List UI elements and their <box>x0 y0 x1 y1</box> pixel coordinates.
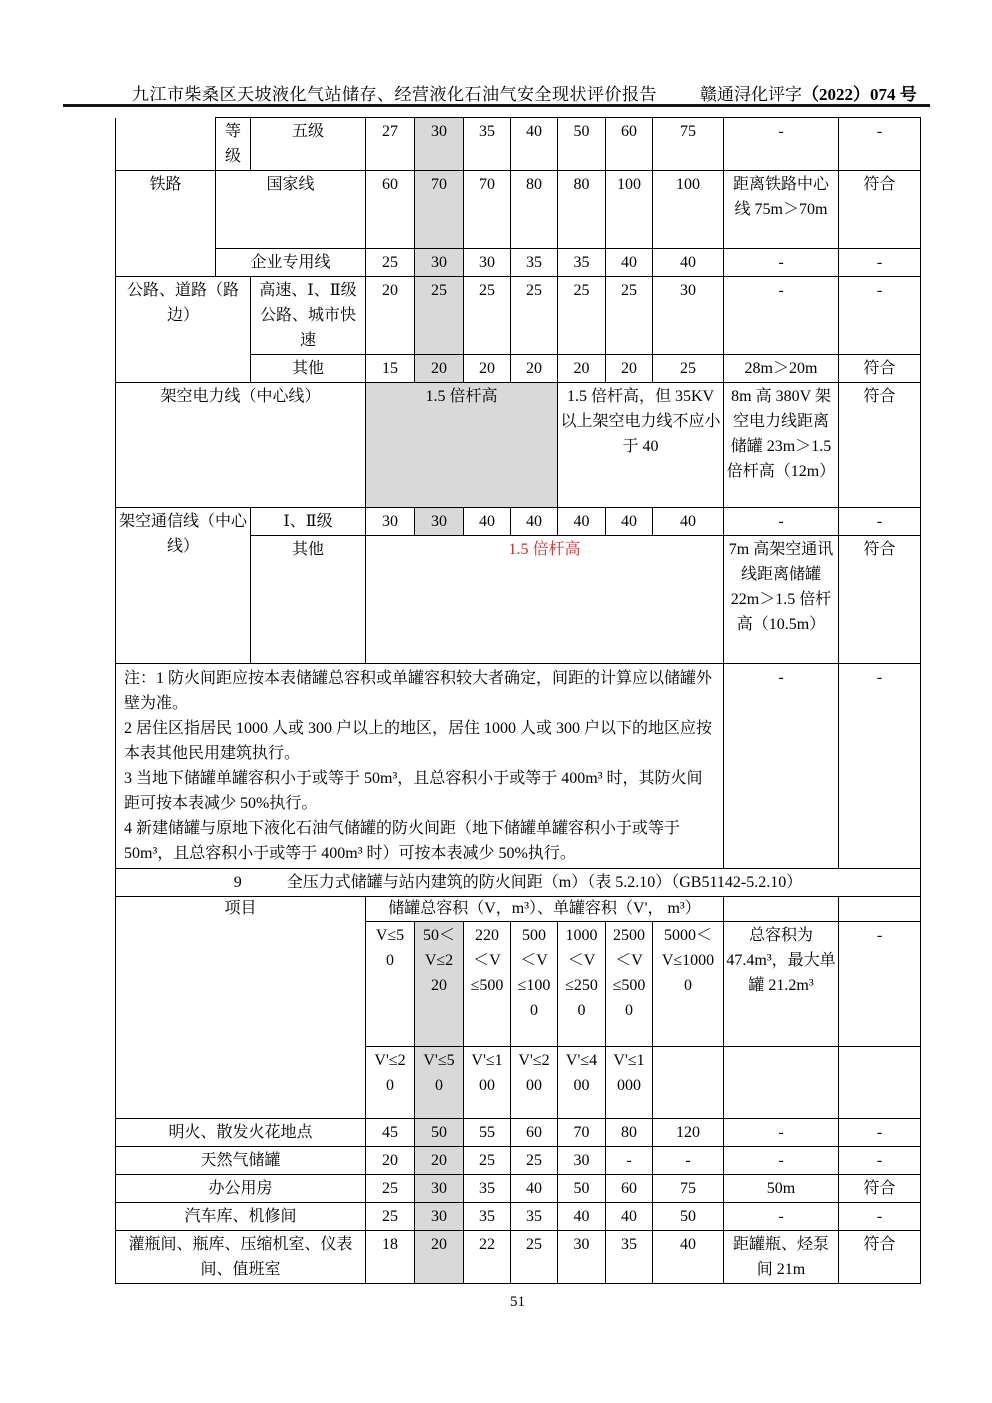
value-cell: 25 <box>366 1203 415 1231</box>
value-cell: 35 <box>464 1203 511 1231</box>
capacity-range-cell: 5000＜V≤10000 <box>653 922 724 1047</box>
report-title: 九江市柴桑区天坡液化气站储存、经营液化石油气安全现状评价报告 <box>132 85 657 104</box>
note-line: 2 居住区指居民 1000 人或 300 户以上的地区，居住 1000 人或 300 户以下的地区应按本表其他民用建筑执行。 <box>124 720 713 762</box>
value-cell: 70 <box>558 1119 606 1147</box>
table-row <box>116 1119 921 1147</box>
table-row <box>116 249 921 277</box>
value-cell: 25 <box>511 277 558 355</box>
value-cell: 30 <box>558 1147 606 1175</box>
value-cell: 40 <box>606 249 653 277</box>
row-label-grade-group: 等级 <box>216 118 251 171</box>
value-cell: 100 <box>653 171 724 249</box>
header-rule <box>63 104 930 107</box>
verdict-cell: - <box>839 277 921 355</box>
verdict-cell: - <box>839 922 921 1047</box>
row-label-national-line: 国家线 <box>216 171 366 249</box>
capacity-header-cell: 储罐总容积（V，m³）、单罐容积（V'， m³） <box>366 897 724 922</box>
value-cell-highlight: 20 <box>415 355 464 383</box>
capacity-range-cell: 220＜V≤500 <box>464 922 511 1047</box>
actual-capacity-cell: 总容积为 47.4m³，最大单罐 21.2m³ <box>724 922 839 1047</box>
actual-distance-cell: 50m <box>724 1175 839 1203</box>
value-cell: 22 <box>464 1231 511 1284</box>
actual-distance-cell: - <box>724 118 839 171</box>
value-cell: - <box>653 1147 724 1175</box>
value-cell: 40 <box>558 1203 606 1231</box>
section-number: 9 <box>233 874 242 891</box>
value-cell: 30 <box>653 277 724 355</box>
value-cell-highlight: 50 <box>415 1119 464 1147</box>
actual-distance-cell: 距罐瓶、烃泵间 21m <box>724 1231 839 1284</box>
value-cell: 20 <box>511 355 558 383</box>
fire-separation-table <box>115 117 921 1284</box>
row-label-road: 公路、道路（路边） <box>116 277 251 383</box>
value-cell: 25 <box>366 1175 415 1203</box>
table-row <box>116 383 921 508</box>
value-cell: 25 <box>653 355 724 383</box>
value-cell: 35 <box>511 249 558 277</box>
capacity-range-cell-highlight: 50＜V≤220 <box>415 922 464 1047</box>
value-cell: 75 <box>653 118 724 171</box>
value-cell: 30 <box>558 1231 606 1284</box>
value-cell: 60 <box>606 118 653 171</box>
table-row <box>116 508 921 536</box>
row-label-enterprise-line: 企业专用线 <box>216 249 366 277</box>
value-cell: 40 <box>653 508 724 536</box>
capacity-range-cell: V≤50 <box>366 922 415 1047</box>
row-label-power-line: 架空电力线（中心线） <box>116 383 366 508</box>
empty-cell <box>116 118 216 171</box>
table-row <box>116 664 921 869</box>
value-cell: 35 <box>558 249 606 277</box>
row-label-grade5: 五级 <box>251 118 366 171</box>
empty-cell <box>653 1047 724 1119</box>
verdict-cell: - <box>839 118 921 171</box>
actual-distance-cell: - <box>724 508 839 536</box>
table-row <box>116 118 921 171</box>
value-cell: 100 <box>606 171 653 249</box>
value-cell: 20 <box>366 277 415 355</box>
value-cell: 40 <box>653 249 724 277</box>
verdict-cell: 符合 <box>839 536 921 664</box>
value-cell: 75 <box>653 1175 724 1203</box>
value-cell: 20 <box>606 355 653 383</box>
value-cell: 40 <box>606 508 653 536</box>
section-9-heading <box>116 869 921 897</box>
value-cell: 40 <box>558 508 606 536</box>
value-cell: 25 <box>511 1147 558 1175</box>
value-cell: 18 <box>366 1231 415 1284</box>
verdict-cell: 符合 <box>839 383 921 508</box>
value-cell: 40 <box>464 508 511 536</box>
note-line: 3 当地下储罐单罐容积小于或等于 50m³，且总容积小于或等于 400m³ 时，其防火间距可按本表减少 50%执行。 <box>124 770 703 812</box>
value-cell: - <box>606 1147 653 1175</box>
row-label-comm-line: 架空通信线（中心线） <box>116 508 251 664</box>
value-cell: 20 <box>464 355 511 383</box>
merged-value-cell-red: 1.5 倍杆高 <box>366 536 724 664</box>
project-label-cell: 项目 <box>116 897 366 1119</box>
verdict-cell: 符合 <box>839 1231 921 1284</box>
table-row <box>116 869 921 897</box>
verdict-cell: - <box>839 508 921 536</box>
doc-number-value: （2022）074 号 <box>802 85 917 104</box>
merged-value-cell: 1.5 倍杆高，但 35KV 以上架空电力线不应小于 40 <box>558 383 724 508</box>
value-cell: 40 <box>511 1175 558 1203</box>
value-cell: 80 <box>606 1119 653 1147</box>
single-capacity-cell: V'≤100 <box>464 1047 511 1119</box>
value-cell: 25 <box>464 1147 511 1175</box>
row-label-comm-class: Ⅰ、Ⅱ级 <box>251 508 366 536</box>
single-capacity-cell: V'≤1000 <box>606 1047 653 1119</box>
value-cell: 20 <box>558 355 606 383</box>
page-number: 51 <box>510 1294 525 1310</box>
actual-distance-cell: 距离铁路中心线 75m＞70m <box>724 171 839 249</box>
table-row <box>116 1175 921 1203</box>
value-cell: 25 <box>366 249 415 277</box>
table-notes <box>116 664 724 869</box>
verdict-cell: 符合 <box>839 355 921 383</box>
row-label-railway: 铁路 <box>116 171 216 277</box>
value-cell: 40 <box>511 508 558 536</box>
value-cell: 45 <box>366 1119 415 1147</box>
value-cell: 30 <box>464 249 511 277</box>
value-cell-highlight: 30 <box>415 1175 464 1203</box>
note-line: 4 新建储罐与原地下液化石油气储罐的防火间距（地下储罐单罐容积小于或等于 50m³，且总容积小于或等于 400m³ 时）可按本表减少 50%执行。 <box>124 820 681 862</box>
empty-cell <box>724 897 839 922</box>
row-label-natural-gas-tank: 天然气储罐 <box>116 1147 366 1175</box>
capacity-range-cell: 1000＜V≤2500 <box>558 922 606 1047</box>
table-row <box>116 1147 921 1175</box>
value-cell: 25 <box>464 277 511 355</box>
value-cell: 60 <box>366 171 415 249</box>
actual-distance-cell: - <box>724 1203 839 1231</box>
actual-distance-cell: - <box>724 249 839 277</box>
row-label-office: 办公用房 <box>116 1175 366 1203</box>
verdict-cell: 符合 <box>839 1175 921 1203</box>
value-cell: 40 <box>606 1203 653 1231</box>
value-cell: 80 <box>511 171 558 249</box>
table-row <box>116 1231 921 1284</box>
value-cell: 60 <box>606 1175 653 1203</box>
verdict-cell: - <box>839 664 921 869</box>
value-cell: 25 <box>558 277 606 355</box>
value-cell: 25 <box>606 277 653 355</box>
value-cell: 70 <box>464 171 511 249</box>
row-label-garage: 汽车库、机修间 <box>116 1203 366 1231</box>
verdict-cell: - <box>839 1203 921 1231</box>
value-cell: 80 <box>558 171 606 249</box>
table-row <box>116 277 921 355</box>
verdict-cell: 符合 <box>839 171 921 249</box>
single-capacity-cell: V'≤20 <box>366 1047 415 1119</box>
value-cell: 15 <box>366 355 415 383</box>
value-cell-highlight: 25 <box>415 277 464 355</box>
merged-value-cell-highlight: 1.5 倍杆高 <box>366 383 558 508</box>
value-cell: 35 <box>606 1231 653 1284</box>
section-title: 全压力式储罐与站内建筑的防火间距（m）（表 5.2.10）（GB51142-5.2.10） <box>286 874 803 891</box>
value-cell: 35 <box>464 1175 511 1203</box>
single-capacity-cell-highlight: V'≤50 <box>415 1047 464 1119</box>
value-cell-highlight: 20 <box>415 1147 464 1175</box>
row-label-highway: 高速、Ⅰ、Ⅱ级公路、城市快速 <box>251 277 366 355</box>
value-cell: 27 <box>366 118 415 171</box>
single-capacity-cell: V'≤200 <box>511 1047 558 1119</box>
value-cell-highlight: 30 <box>415 508 464 536</box>
value-cell: 55 <box>464 1119 511 1147</box>
value-cell-highlight: 20 <box>415 1231 464 1284</box>
table-row <box>116 897 921 922</box>
doc-number <box>700 80 917 105</box>
note-line: 注：1 防火间距应按本表储罐总容积或单罐容积较大者确定，间距的计算应以储罐外壁为准。 <box>124 670 713 712</box>
verdict-cell: - <box>839 249 921 277</box>
capacity-range-cell: 2500＜V≤5000 <box>606 922 653 1047</box>
value-cell: 50 <box>653 1203 724 1231</box>
value-cell-highlight: 30 <box>415 118 464 171</box>
empty-cell <box>839 1047 921 1119</box>
row-label-open-flame: 明火、散发火花地点 <box>116 1119 366 1147</box>
actual-distance-cell: 7m 高架空通讯线距离储罐 22m＞1.5 倍杆高（10.5m） <box>724 536 839 664</box>
value-cell-highlight: 30 <box>415 249 464 277</box>
value-cell: 35 <box>511 1203 558 1231</box>
actual-distance-cell: - <box>724 277 839 355</box>
table-row <box>116 1203 921 1231</box>
value-cell-highlight: 70 <box>415 171 464 249</box>
value-cell: 50 <box>558 118 606 171</box>
row-label-comm-other: 其他 <box>251 536 366 664</box>
value-cell: 50 <box>558 1175 606 1203</box>
row-label-road-other: 其他 <box>251 355 366 383</box>
empty-cell <box>724 1047 839 1119</box>
actual-distance-cell: 8m 高 380V 架空电力线距离储罐 23m＞1.5 倍杆高（12m） <box>724 383 839 508</box>
capacity-range-cell: 500＜V≤1000 <box>511 922 558 1047</box>
table-row <box>116 171 921 249</box>
value-cell: 40 <box>653 1231 724 1284</box>
actual-distance-cell: - <box>724 664 839 869</box>
value-cell: 35 <box>464 118 511 171</box>
actual-distance-cell: 28m＞20m <box>724 355 839 383</box>
row-label-bottling-room: 灌瓶间、瓶库、压缩机室、仪表间、值班室 <box>116 1231 366 1284</box>
doc-number-prefix: 赣通浔化评字 <box>700 85 802 104</box>
value-cell: 25 <box>511 1231 558 1284</box>
value-cell: 60 <box>511 1119 558 1147</box>
actual-distance-cell: - <box>724 1119 839 1147</box>
value-cell: 120 <box>653 1119 724 1147</box>
value-cell: 40 <box>511 118 558 171</box>
actual-distance-cell: - <box>724 1147 839 1175</box>
verdict-cell: - <box>839 1147 921 1175</box>
value-cell: 20 <box>366 1147 415 1175</box>
verdict-cell: - <box>839 1119 921 1147</box>
value-cell-highlight: 30 <box>415 1203 464 1231</box>
value-cell: 30 <box>366 508 415 536</box>
empty-cell <box>839 897 921 922</box>
single-capacity-cell: V'≤400 <box>558 1047 606 1119</box>
